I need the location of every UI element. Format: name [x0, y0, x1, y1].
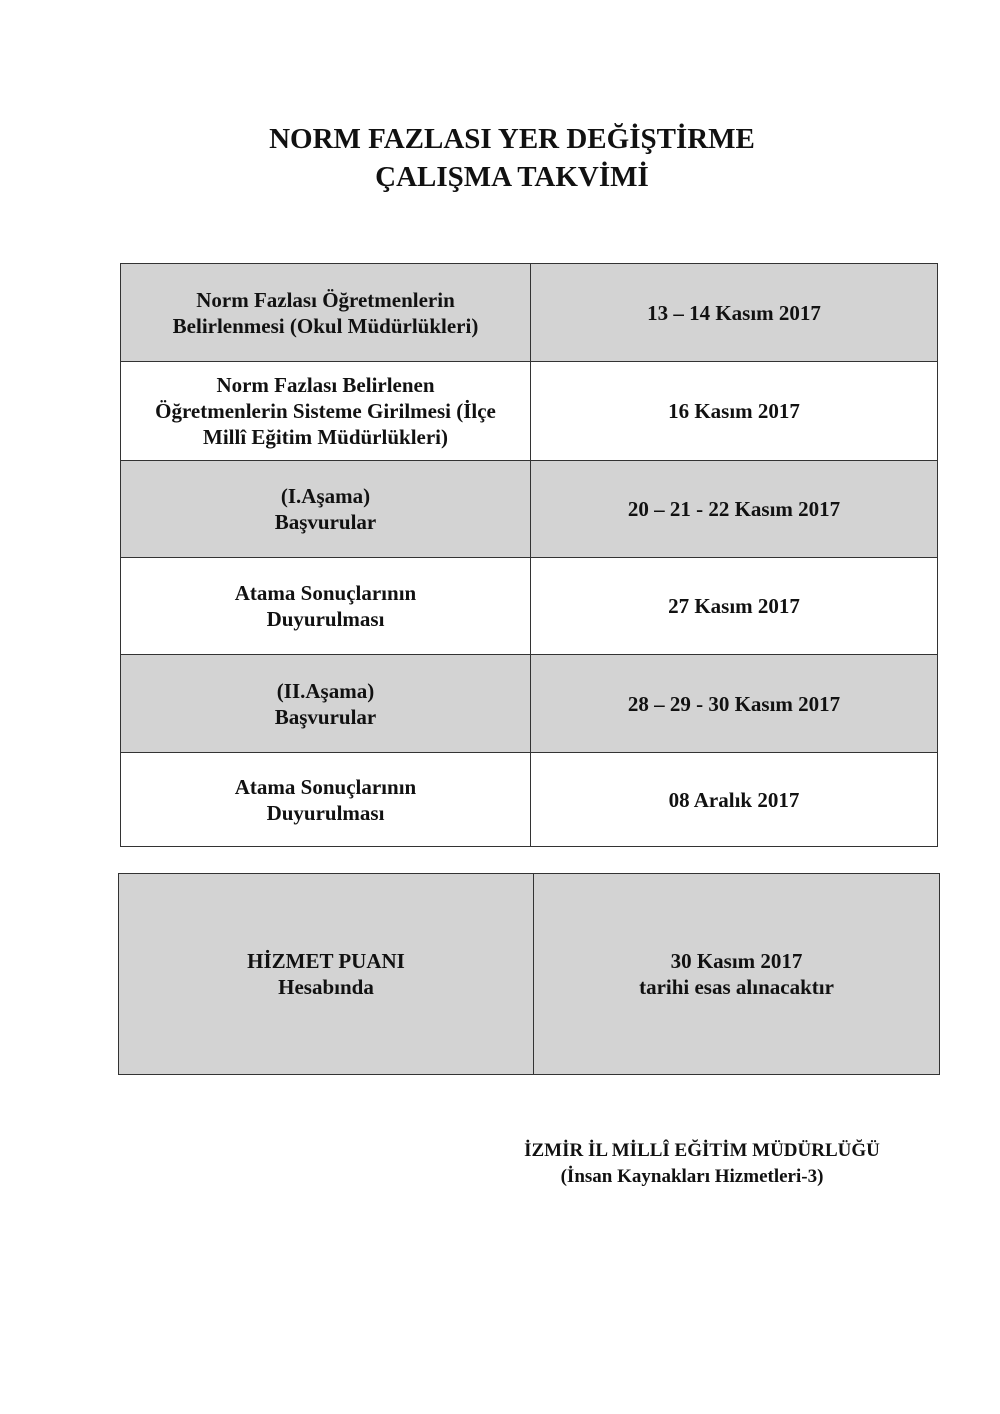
date-cell: 20 – 21 - 22 Kasım 2017	[531, 461, 938, 558]
service-points-table	[118, 873, 940, 1075]
service-points-value	[534, 874, 940, 1075]
schedule-row	[121, 655, 938, 753]
task-line: (II.Aşama)	[276, 678, 375, 703]
task-line: (I.Aşama)	[280, 484, 371, 508]
task-line: Duyurulması	[266, 607, 385, 631]
task-cell	[121, 655, 531, 753]
task-cell	[121, 264, 531, 362]
task-cell	[121, 461, 531, 558]
date-cell: 08 Aralık 2017	[531, 753, 938, 847]
date-cell: 28 – 29 - 30 Kasım 2017	[531, 655, 938, 753]
schedule-row	[121, 264, 938, 362]
date-cell: 27 Kasım 2017	[531, 558, 938, 655]
footer-org: İZMİR İL MİLLÎ EĞİTİM MÜDÜRLÜĞÜ	[524, 1140, 880, 1161]
task-cell	[121, 362, 531, 461]
value-line: 30 Kasım 2017	[670, 949, 803, 973]
task-line: Atama Sonuçlarının	[234, 581, 417, 605]
document-title-line1: NORM FAZLASI YER DEĞİŞTİRME	[269, 123, 755, 155]
task-line: Duyurulması	[266, 800, 385, 825]
task-line: Millî Eğitim Müdürlükleri)	[203, 425, 448, 449]
date-cell: 13 – 14 Kasım 2017	[531, 264, 938, 362]
document-title-line2: ÇALIŞMA TAKVİMİ	[375, 161, 649, 193]
task-line: Norm Fazlası Belirlenen	[216, 373, 435, 397]
schedule-row	[121, 558, 938, 655]
service-points-label	[119, 874, 534, 1075]
label-line: HİZMET PUANI	[247, 949, 405, 973]
task-cell	[121, 558, 531, 655]
task-line: Öğretmenlerin Sisteme Girilmesi (İlçe	[155, 399, 496, 423]
date-cell: 16 Kasım 2017	[531, 362, 938, 461]
value-line: tarihi esas alınacaktır	[639, 975, 834, 999]
task-line: Norm Fazlası Öğretmenlerin	[196, 287, 455, 312]
service-points-row	[119, 874, 940, 1075]
task-line: Başvurular	[274, 704, 377, 729]
task-line: Belirlenmesi (Okul Müdürlükleri)	[172, 313, 479, 338]
schedule-row	[121, 753, 938, 847]
schedule-row	[121, 362, 938, 461]
footer-dept: (İnsan Kaynakları Hizmetleri-3)	[560, 1166, 824, 1187]
task-line: Atama Sonuçlarının	[234, 774, 417, 799]
task-line: Başvurular	[274, 510, 377, 534]
schedule-row	[121, 461, 938, 558]
label-line: Hesabında	[278, 975, 374, 999]
schedule-table	[120, 263, 938, 847]
task-cell	[121, 753, 531, 847]
